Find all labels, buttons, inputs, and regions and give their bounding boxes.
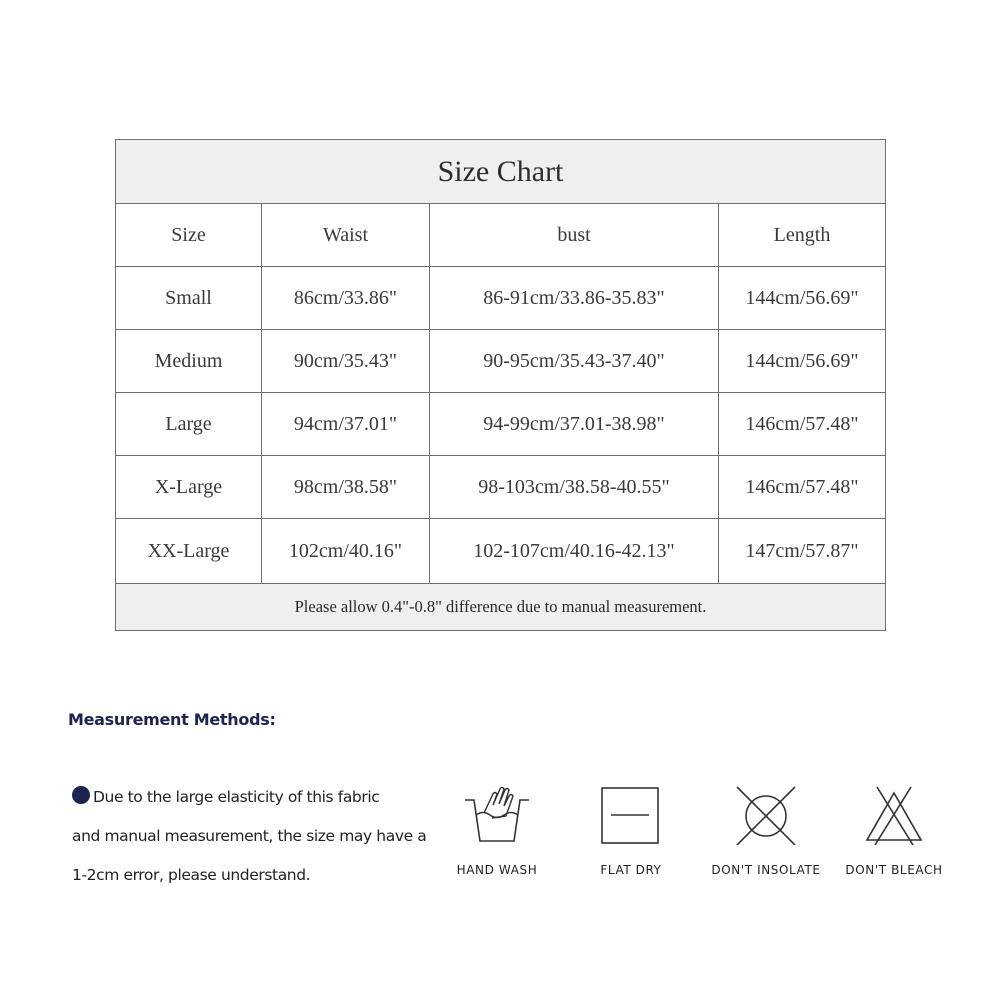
table-header-row [116,204,885,267]
flat-dry-icon [596,785,666,845]
cell-bust: 86-91cm/33.86-35.83" [429,267,718,329]
cell-waist: 102cm/40.16" [261,519,429,583]
cell-size: Medium [154,349,223,372]
table-row [116,519,885,584]
table-row [116,456,885,519]
hand-wash-icon [462,785,532,845]
care-hand-wash [427,785,567,877]
cell-waist: 86cm/33.86" [261,267,429,329]
cell-length: 146cm/57.48" [718,456,885,518]
measurement-note: Please allow 0.4"-0.8" difference due to manual measurement. [116,584,885,630]
cell-bust: 98-103cm/38.58-40.55" [429,456,718,518]
care-dont-bleach [824,785,964,877]
cell-length: 147cm/57.87" [718,519,885,583]
measurement-methods-text [72,778,442,895]
dont-bleach-icon [859,785,929,845]
size-chart-title: Size Chart [116,140,885,204]
dont-bleach-label: DON'T BLEACH [845,863,943,877]
cell-size: Small [165,286,212,309]
cell-size: X-Large [154,475,223,498]
methods-line: and manual measurement, the size may have a [72,827,427,845]
cell-bust: 102-107cm/40.16-42.13" [429,519,718,583]
cell-length: 146cm/57.48" [718,393,885,455]
header-bust: bust [429,204,718,266]
hand-wash-label: HAND WASH [456,863,538,877]
cell-waist: 94cm/37.01" [261,393,429,455]
flat-dry-label: FLAT DRY [600,863,662,877]
care-flat-dry [561,785,701,877]
table-row [116,393,885,456]
methods-line-text: Due to the large elasticity of this fabric [93,788,380,806]
dont-insolate-label: DON'T INSOLATE [711,863,821,877]
cell-length: 144cm/56.69" [718,267,885,329]
size-chart-table [115,139,886,631]
bullet-icon [72,786,90,804]
cell-waist: 98cm/38.58" [261,456,429,518]
cell-size: XX-Large [147,539,230,562]
measurement-methods-title: Measurement Methods: [68,710,276,729]
cell-length: 144cm/56.69" [718,330,885,392]
table-row [116,267,885,330]
table-row [116,330,885,393]
cell-waist: 90cm/35.43" [261,330,429,392]
methods-line [72,778,442,817]
cell-size: Large [165,412,212,435]
methods-line: 1-2cm error, please understand. [72,866,311,884]
header-length: Length [718,204,885,266]
cell-bust: 94-99cm/37.01-38.98" [429,393,718,455]
header-size: Size [171,223,206,246]
care-dont-insolate [696,785,836,877]
cell-bust: 90-95cm/35.43-37.40" [429,330,718,392]
header-waist: Waist [261,204,429,266]
dont-insolate-icon [731,785,801,845]
